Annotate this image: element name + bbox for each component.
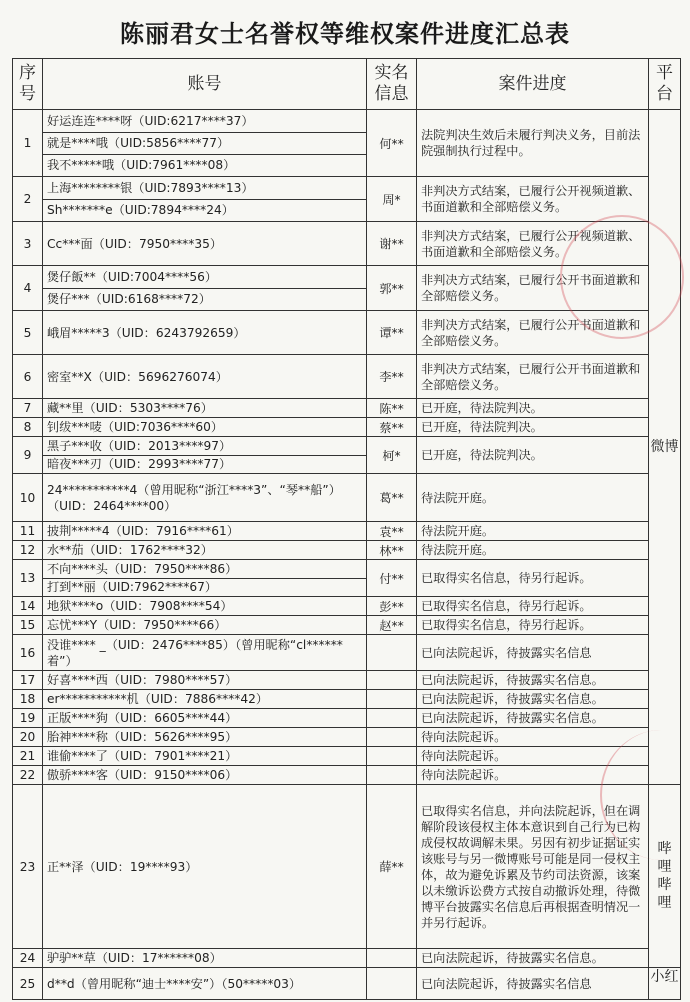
row-number: 6 [13,355,43,399]
account-cell [43,635,367,671]
case-progress: 已开庭，待法院判决。 [417,437,649,474]
account-cell [43,949,367,968]
real-name: 周* [367,177,417,222]
table-row [13,766,681,785]
row-number: 24 [13,949,43,968]
account-name: 好喜****西（UID：7980****57） [47,673,238,687]
account-name: 黑子***收（UID：2013****97） [47,439,232,453]
page-title: 陈丽君女士名誉权等维权案件进度汇总表 [120,20,570,48]
table-row [13,968,681,1000]
header-progress: 案件进度 [417,59,649,110]
real-name: 赵** [367,616,417,635]
account-cell [43,177,367,222]
header-name: 实名信息 [367,59,417,110]
header-platform: 平台 [649,59,681,110]
account-name: 好运连连****呀（UID:6217****37） [47,114,254,128]
account-name: d**d（曾用昵称“迪士****安”）（50*****03） [47,976,302,991]
account-name: 煲仔***（UID:6168****72） [43,288,366,310]
table-row [13,177,681,222]
account-cell [43,222,367,266]
account-name: 披荆*****4（UID：7916****61） [47,524,239,538]
account-name: 藏**里（UID：5303****76） [47,401,213,415]
account-cell [43,671,367,690]
real-name [367,766,417,785]
real-name: 葛** [367,474,417,522]
real-name: 彭** [367,597,417,616]
account-cell [43,266,367,311]
account-cell [43,541,367,560]
case-progress: 待向法院起诉。 [417,766,649,785]
case-progress: 待法院开庭。 [417,541,649,560]
row-number: 9 [13,437,43,474]
account-name: Cc***面（UID：7950****35） [47,236,223,251]
table-row [13,222,681,266]
table-row [13,266,681,311]
real-name [367,728,417,747]
real-name: 陈** [367,399,417,418]
account-cell [43,968,367,1000]
table-row [13,949,681,968]
account-name: 谁偷****了（UID：7901****21） [47,749,238,763]
case-progress: 非判决方式结案，已履行公开视频道歉、书面道歉和全部赔偿义务。 [417,222,649,266]
row-number: 7 [13,399,43,418]
row-number: 19 [13,709,43,728]
real-name: 蔡** [367,418,417,437]
case-progress: 法院判决生效后未履行判决义务，目前法院强制执行过程中。 [417,110,649,177]
table-row [13,728,681,747]
account-name: 就是****哦（UID:5856****77） [43,132,366,154]
account-name: 水**茄（UID：1762****32） [47,543,213,557]
case-progress: 已向法院起诉，待披露实名信息。 [417,690,649,709]
row-number: 22 [13,766,43,785]
account-cell [43,785,367,949]
row-number: 20 [13,728,43,747]
table-row [13,110,681,177]
row-number: 23 [13,785,43,949]
real-name: 付** [367,560,417,597]
real-name [367,968,417,1000]
case-progress: 待法院开庭。 [417,474,649,522]
real-name: 谢** [367,222,417,266]
case-progress: 待向法院起诉。 [417,728,649,747]
row-number: 16 [13,635,43,671]
table-row [13,418,681,437]
real-name [367,635,417,671]
real-name: 谭** [367,311,417,355]
real-name [367,671,417,690]
row-number: 13 [13,560,43,597]
table-row [13,635,681,671]
account-cell [43,110,367,177]
account-cell [43,437,367,474]
header-account: 账号 [43,59,367,110]
real-name [367,709,417,728]
account-name: 没谁**** _（UID：2476****85）（曾用昵称“cl******着”） [47,637,343,668]
table-row [13,616,681,635]
account-name: 胎神****称（UID：5626****95） [47,730,238,744]
case-progress: 已向法院起诉，待披露实名信息。 [417,671,649,690]
table-row [13,311,681,355]
row-number: 11 [13,522,43,541]
case-progress: 非判决方式结案，已履行公开书面道歉和全部赔偿义务。 [417,266,649,311]
row-number: 4 [13,266,43,311]
account-name: 24***********4（曾用昵称“浙江****3”、“琴**船”）（UID：2464****00） [47,482,341,513]
row-number: 8 [13,418,43,437]
account-name: 钊绂***唛（UID:7036****60） [47,420,224,434]
case-progress: 非判决方式结案，已履行公开书面道歉和全部赔偿义务。 [417,355,649,399]
table-row [13,671,681,690]
account-cell [43,522,367,541]
table-row [13,709,681,728]
row-number: 17 [13,671,43,690]
row-number: 3 [13,222,43,266]
platform-weibo: 微博 [649,110,681,785]
case-progress: 已取得实名信息，待另行起诉。 [417,616,649,635]
table-header-row [13,59,681,110]
account-name: 正**泽（UID：19****93） [47,859,198,874]
account-name: 峨眉*****3（UID：6243792659） [47,325,246,340]
account-name: 暗夜***刃（UID：2993****77） [43,455,366,473]
account-cell [43,597,367,616]
case-progress: 非判决方式结案，已履行公开书面道歉和全部赔偿义务。 [417,311,649,355]
real-name [367,747,417,766]
row-number: 10 [13,474,43,522]
account-name: er***********机（UID：7886****42） [47,692,269,706]
row-number: 1 [13,110,43,177]
case-progress: 已向法院起诉，待披露实名信息 [417,635,649,671]
table-row [13,597,681,616]
account-name: 驴驴**草（UID：17******08） [47,951,222,965]
platform-xhs: 小红 [649,968,681,1000]
case-progress: 已开庭，待法院判决。 [417,418,649,437]
table-row [13,690,681,709]
row-number: 21 [13,747,43,766]
account-cell [43,766,367,785]
real-name: 李** [367,355,417,399]
row-number: 15 [13,616,43,635]
header-no: 序号 [13,59,43,110]
account-cell [43,355,367,399]
case-progress: 已向法院起诉，待披露实名信息。 [417,949,649,968]
case-progress: 已开庭，待法院判决。 [417,399,649,418]
case-progress: 已向法院起诉，待披露实名信息 [417,968,649,1000]
row-number: 14 [13,597,43,616]
case-progress: 待向法院起诉。 [417,747,649,766]
row-number: 5 [13,311,43,355]
table-row [13,785,681,949]
account-cell [43,311,367,355]
table-row [13,747,681,766]
real-name [367,690,417,709]
account-name: 我不*****哦（UID:7961****08） [43,154,366,176]
account-name: 煲仔飯**（UID:7004****56） [47,270,218,284]
case-progress: 已取得实名信息，待另行起诉。 [417,597,649,616]
account-cell [43,474,367,522]
account-cell [43,616,367,635]
table-row [13,522,681,541]
account-name: 不向****头（UID：7950****86） [47,562,238,576]
account-name: 打到**丽（UID:7962****67） [43,578,366,596]
account-name: 忘忧***Y（UID：7950****66） [47,618,227,632]
account-cell [43,690,367,709]
account-cell [43,418,367,437]
case-progress: 待法院开庭。 [417,522,649,541]
case-progress: 非判决方式结案，已履行公开视频道歉、书面道歉和全部赔偿义务。 [417,177,649,222]
real-name: 袁** [367,522,417,541]
account-name: 正版****狗（UID：6605****44） [47,711,238,725]
account-name: 地狱****o（UID：7908****54） [47,599,233,613]
table-row [13,399,681,418]
account-name: 密室**X（UID：5696276074） [47,369,228,384]
account-name: 傲骄****客（UID：9150****06） [47,768,238,782]
account-cell [43,560,367,597]
table-row [13,437,681,474]
row-number: 25 [13,968,43,1000]
case-progress: 已向法院起诉，待披露实名信息。 [417,709,649,728]
table-row [13,355,681,399]
real-name: 郭** [367,266,417,311]
real-name [367,949,417,968]
real-name: 林** [367,541,417,560]
row-number: 18 [13,690,43,709]
platform-bilibili: 哔哩哔哩 [649,785,681,968]
case-progress: 已取得实名信息，并向法院起诉，但在调解阶段该侵权主体本意识到自己行为已构成侵权故调解未果。另因有初步证据证实该账号与另一微博账号可能是同一侵权主体，故为避免诉累及节约司法资源，该案以未缴诉讼费方式按自动撤诉处理，待微博平台披露实名信息后再根据查明情况一并另行起诉。 [417,785,649,949]
real-name: 柯* [367,437,417,474]
account-cell [43,728,367,747]
case-progress-table [12,58,681,1000]
account-cell [43,709,367,728]
account-cell [43,747,367,766]
account-cell [43,399,367,418]
row-number: 2 [13,177,43,222]
table-row [13,560,681,597]
real-name: 薛** [367,785,417,949]
table-row [13,474,681,522]
case-progress: 已取得实名信息，待另行起诉。 [417,560,649,597]
table-row [13,541,681,560]
real-name: 何** [367,110,417,177]
account-name: 上海********银（UID:7893****13） [47,181,254,195]
row-number: 12 [13,541,43,560]
account-name: Sh*******e（UID:7894****24） [43,199,366,221]
